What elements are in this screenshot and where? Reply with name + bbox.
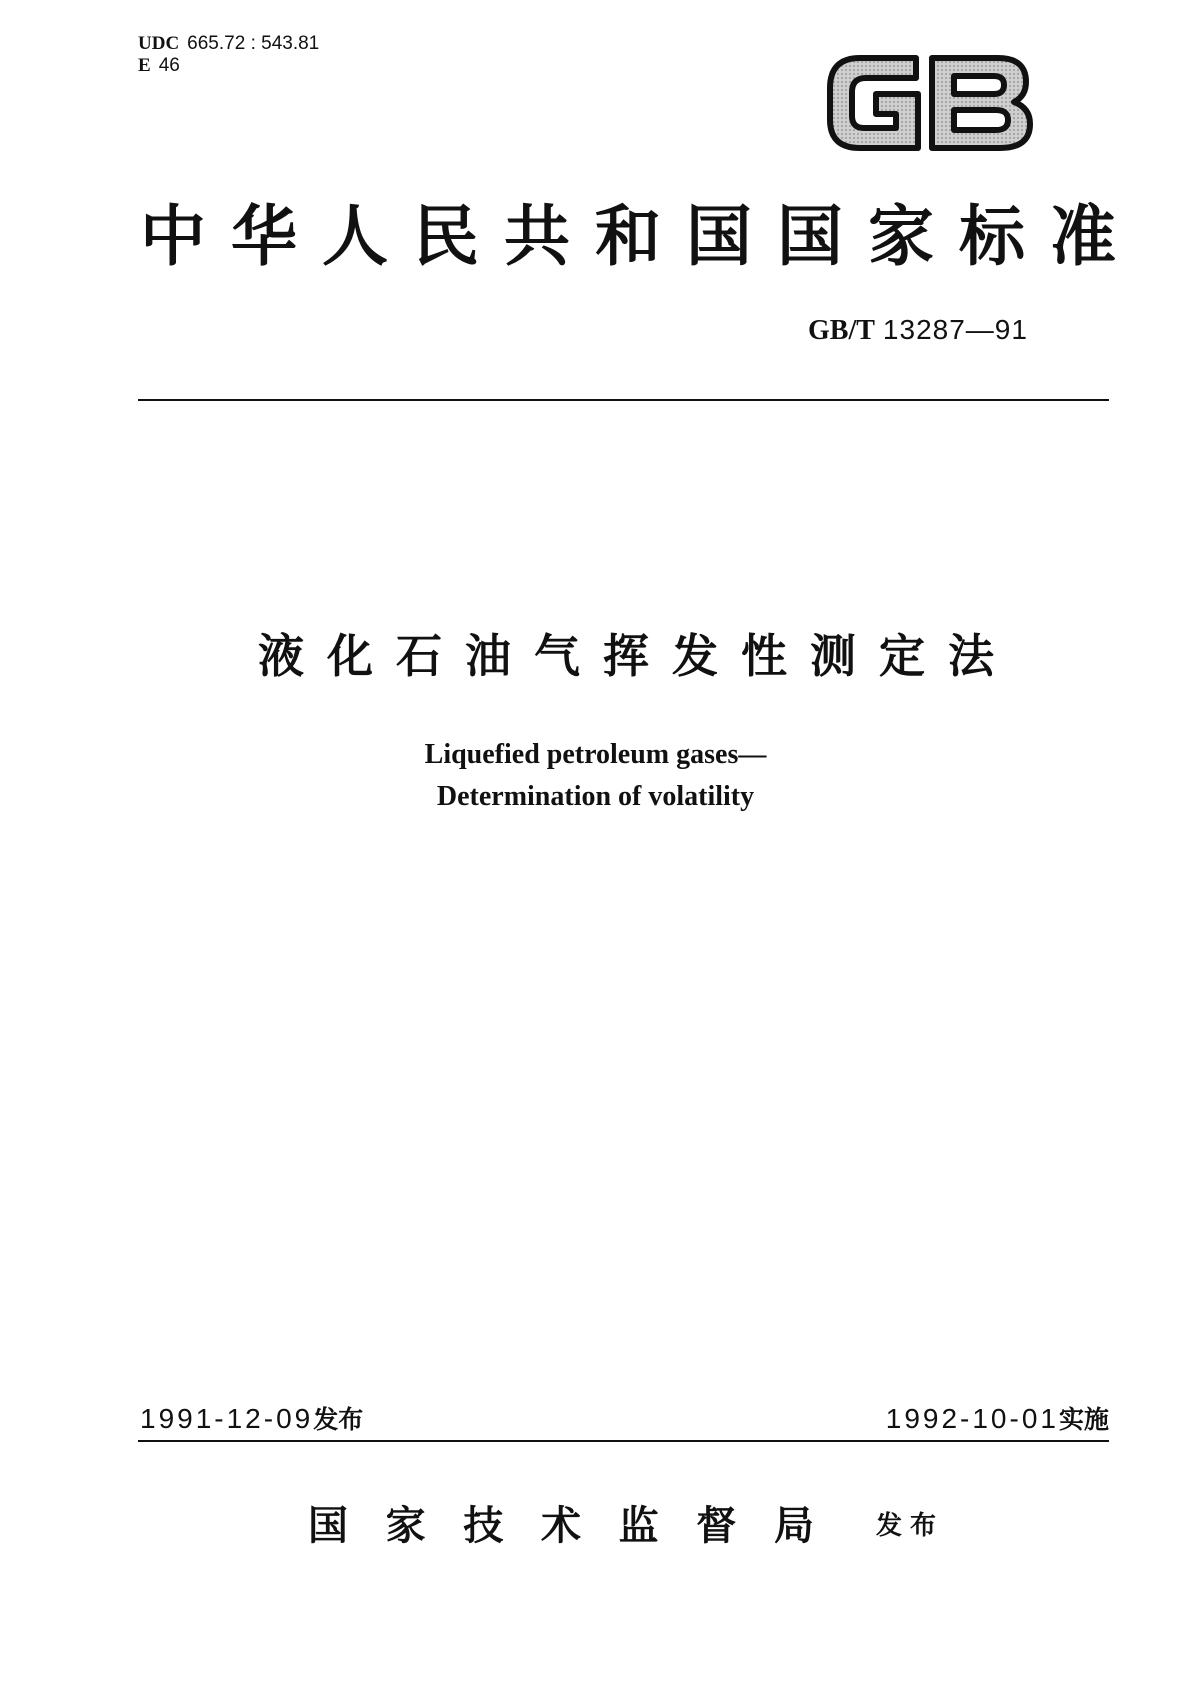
effective-date-label: 实施 (1058, 1405, 1109, 1434)
bottom-divider (138, 1440, 1109, 1442)
title-char: 油 (465, 629, 511, 683)
category-value: 46 (158, 55, 180, 76)
title-char: 和 (595, 197, 661, 275)
publisher-char: 国 (308, 1502, 348, 1549)
publisher-char: 局 (773, 1502, 814, 1549)
title-char: 气 (534, 629, 580, 683)
standard-code: 13287—91 (882, 314, 1028, 345)
title-char: 共 (504, 197, 570, 275)
publisher-char: 家 (385, 1502, 426, 1549)
title-char: 挥 (603, 629, 649, 683)
title-char: 性 (741, 629, 787, 683)
title-char: 法 (948, 629, 994, 683)
effective-date (886, 1402, 1109, 1437)
effective-date-value: 1992-10-01 (885, 1403, 1059, 1434)
document-title-english-line-2: Determination of volatility (436, 781, 755, 812)
document-title-chinese (250, 626, 1002, 686)
title-char: 国 (777, 197, 843, 275)
publisher-char: 监 (618, 1502, 659, 1549)
title-char: 发 (672, 629, 718, 683)
document-title-english-line-1: Liquefied petroleum gases— (424, 739, 767, 770)
title-char: 人 (322, 197, 388, 275)
udc-classification (138, 33, 319, 55)
standard-prefix: GB/T (808, 315, 875, 346)
publisher-action: 发布 (876, 1511, 945, 1541)
category-code (138, 55, 180, 77)
publisher-char: 术 (540, 1502, 581, 1549)
title-char: 化 (327, 629, 373, 683)
title-char: 民 (413, 197, 479, 275)
title-char: 石 (396, 629, 442, 683)
title-char: 国 (686, 197, 752, 275)
top-divider (138, 399, 1109, 401)
issue-date (140, 1402, 363, 1437)
issue-date-label: 发布 (313, 1405, 364, 1434)
title-char: 测 (810, 629, 856, 683)
publisher-name (300, 1498, 822, 1554)
gb-standard-logo-icon (820, 44, 1038, 160)
national-standard-title (133, 196, 1123, 276)
gb-logo (820, 44, 1038, 160)
title-char: 定 (879, 629, 925, 683)
standard-number (808, 313, 1028, 348)
category-label: E (138, 55, 151, 76)
title-char: 准 (1050, 197, 1116, 275)
udc-value: 665.72 : 543.81 (187, 33, 320, 54)
issue-date-value: 1991-12-09 (140, 1403, 314, 1434)
publisher-char: 督 (696, 1502, 737, 1549)
udc-label: UDC (138, 33, 180, 54)
publisher-char: 技 (463, 1502, 504, 1549)
title-char: 标 (959, 197, 1025, 275)
title-char: 中 (140, 197, 206, 275)
title-char: 液 (258, 629, 304, 683)
title-char: 家 (868, 197, 934, 275)
title-char: 华 (231, 197, 297, 275)
